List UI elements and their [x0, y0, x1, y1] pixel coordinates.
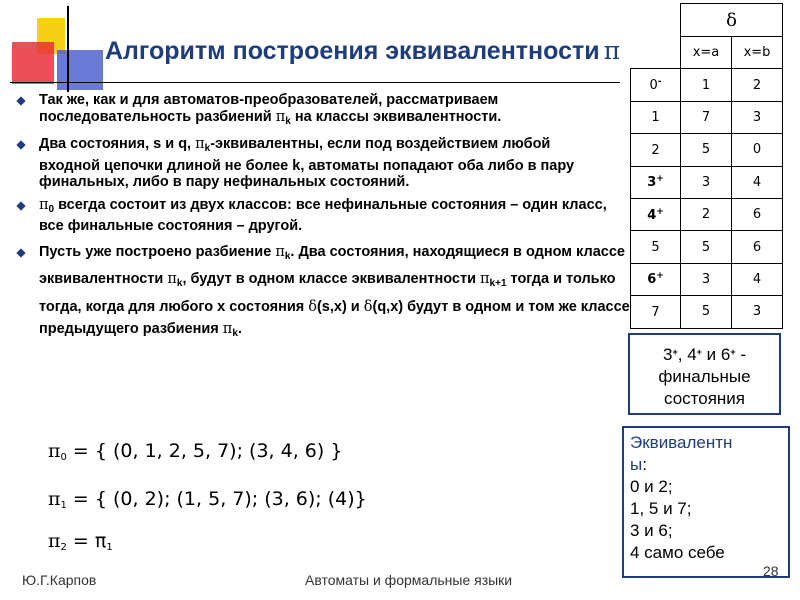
table-row [631, 134, 783, 166]
state-cell: 2 [631, 134, 681, 166]
next-state-b: 4 [732, 263, 783, 295]
bullet-3 [15, 197, 635, 235]
equiv-title-2: ы: [630, 455, 647, 474]
transition-table [630, 3, 783, 329]
table-corner [631, 37, 681, 69]
state-cell: 4+ [631, 198, 681, 230]
equiv-line: 1, 5 и 7; [630, 499, 692, 518]
slide-number: 28 [763, 563, 779, 579]
final-states-line-2: финальные [658, 367, 751, 386]
bullet-list [15, 92, 635, 352]
state-cell: 3+ [631, 166, 681, 198]
bullet-2 [15, 136, 635, 191]
table-row [631, 231, 783, 263]
footer-author: Ю.Г.Карпов [22, 572, 97, 588]
bullet-4 [15, 241, 635, 346]
final-states-line-3: состояния [664, 389, 745, 408]
table-row [631, 263, 783, 295]
next-state-a: 7 [681, 101, 732, 133]
column-header-b: x=b [732, 37, 783, 69]
column-header-a: x=a [681, 37, 732, 69]
next-state-a: 1 [681, 69, 732, 101]
state-cell: 6+ [631, 263, 681, 295]
equiv-line: 0 и 2; [630, 477, 673, 496]
bullet-1 [15, 92, 635, 130]
equation-pi2: $\pi_2 = \pi_1$ [48, 530, 113, 553]
next-state-b: 6 [732, 231, 783, 263]
table-header-row [631, 37, 783, 69]
equation-pi0: $\pi_0$ = { (0, 1, 2, 5, 7); (3, 4, 6) } [48, 440, 343, 463]
bullet-marker-icon [16, 140, 25, 149]
state-cell: 5 [631, 231, 681, 263]
footer-course: Автоматы и формальные языки [305, 572, 513, 588]
bullet-1-text: Так же, как и для автоматов-преобразователей, рассматриваем последовательность разбиений $\pi_k$ на классы эквивалентности. [39, 92, 502, 127]
equiv-title-1: Эквивалентн [630, 433, 733, 452]
equiv-line: 3 и 6; [630, 521, 673, 540]
state-cell: 1 [631, 101, 681, 133]
equivalent-states-box [622, 426, 790, 578]
bullet-3-text: $\pi_0$ всегда состоит из двух классов: все нефинальные состояния – один класс, все финальные состояния – другой. [39, 196, 607, 234]
equiv-line: 4 само себе [630, 543, 725, 562]
next-state-b: 6 [732, 198, 783, 230]
next-state-a: 5 [681, 231, 732, 263]
next-state-b: 3 [732, 101, 783, 133]
equation-pi1: $\pi_1$ = { (0, 2); (1, 5, 7); (3, 6); (4)} [48, 488, 367, 511]
next-state-a: 5 [681, 296, 732, 328]
bullet-marker-icon [16, 96, 25, 105]
next-state-b: 4 [732, 166, 783, 198]
table-row [631, 198, 783, 230]
next-state-b: 3 [732, 296, 783, 328]
next-state-b: 0 [732, 134, 783, 166]
next-state-a: 5 [681, 134, 732, 166]
title-underline [10, 82, 620, 83]
state-cell: 7 [631, 296, 681, 328]
next-state-a: 2 [681, 198, 732, 230]
next-state-a: 3 [681, 263, 732, 295]
table-row [631, 101, 783, 133]
table-row [631, 296, 783, 328]
table-header-delta: δ [681, 4, 783, 37]
bullet-marker-icon [16, 201, 25, 210]
bullet-marker-icon [16, 248, 25, 257]
state-cell: 0- [631, 69, 681, 101]
table-row [631, 69, 783, 101]
table-row [631, 166, 783, 198]
decor-vertical-line [67, 6, 69, 92]
final-states-box [628, 333, 781, 415]
bullet-4-text: Пусть уже построено разбиение $\pi_k$. Два состояния, находящиеся в одном классе эквивалентности $\pi_k$, будут в одном классе эквивалентности $\pi_{k+1}$ тогда и только тогда, когда для любого x состояния δ(s,x) и δ(q,x) будут в одном и том же классе предыдущего разбиения $\pi_k$. [39, 243, 630, 339]
decor-red-square [12, 42, 54, 84]
final-states-line-1: 3+, 4+ и 6+ - [663, 345, 746, 364]
next-state-a: 3 [681, 166, 732, 198]
bullet-2-text: Два состояния, s и q, $\pi_k$-эквивалентны, если под воздействием любой входной цепочки длиной не более k, автоматы попадают оба либо в пару финальных, либо в пару нефинальных состояний. [39, 136, 575, 190]
slide-title: Алгоритм построения эквивалентности π [105, 36, 621, 65]
table-corner [631, 4, 681, 37]
decor-blue-square [57, 50, 103, 90]
next-state-b: 2 [732, 69, 783, 101]
